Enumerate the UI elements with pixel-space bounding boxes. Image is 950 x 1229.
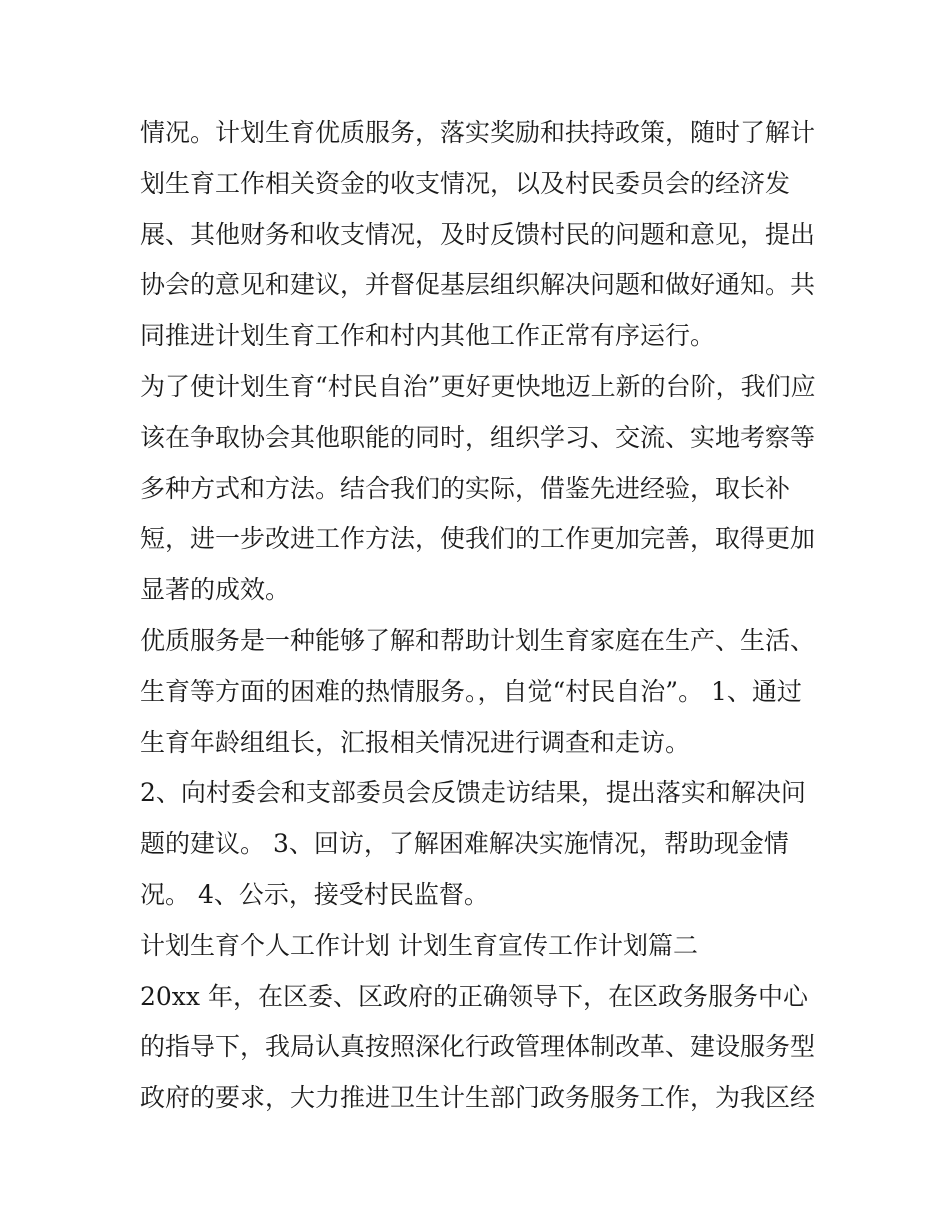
section-heading: 计划生育个人工作计划 计划生育宣传工作计划篇二 [140,930,698,960]
text-line: 政府的要求，大力推进卫生计生部门政务服务工作，为我区经 [140,1083,816,1113]
text-line: 该在争取协会其他职能的同时，组织学习、交流、实地考察等 [140,422,816,452]
text-line: 多种方式和方法。结合我们的实际，借鉴先进经验，取长补 [140,473,791,503]
text-line: 同推进计划生育工作和村内其他工作正常有序运行。 [140,321,716,351]
text-line: 协会的意见和建议，并督促基层组织解决问题和做好通知。共 [140,270,816,300]
text-line: 生育年龄组组长，汇报相关情况进行调查和走访。 [140,727,691,757]
body-text [140,108,820,1124]
text-line: 展、其他财务和收支情况，及时反馈村民的问题和意见，提出 [140,219,816,249]
text-line: 优质服务是一种能够了解和帮助计划生育家庭在生产、生活、 [140,625,816,655]
text-line: 生育等方面的困难的热情服务。，自觉“村民自治”。 1、通过 [140,676,802,706]
text-line: 的指导下，我局认真按照深化行政管理体制改革、建设服务型 [140,1032,816,1062]
text-line: 况。 4、公示，接受村民监督。 [140,879,489,909]
text-line: 情况。计划生育优质服务，落实奖励和扶持政策，随时了解计 [140,118,816,147]
text-line: 划生育工作相关资金的收支情况，以及村民委员会的经济发 [140,168,791,198]
text-line: 显著的成效。 [140,575,291,605]
text-line: 为了使计划生育“村民自治”更好更快地迈上新的台阶，我们应 [140,371,816,401]
text-line: 题的建议。 3、回访，了解困难解决实施情况，帮助现金情 [140,829,789,859]
text-line: 短，进一步改进工作方法，使我们的工作更加完善，取得更加 [140,524,816,554]
text-line: 2、向村委会和支部委员会反馈走访结果，提出落实和解决问 [140,778,806,808]
text-line: 20xx 年，在区委、区政府的正确领导下，在区政务服务中心 [140,981,808,1011]
